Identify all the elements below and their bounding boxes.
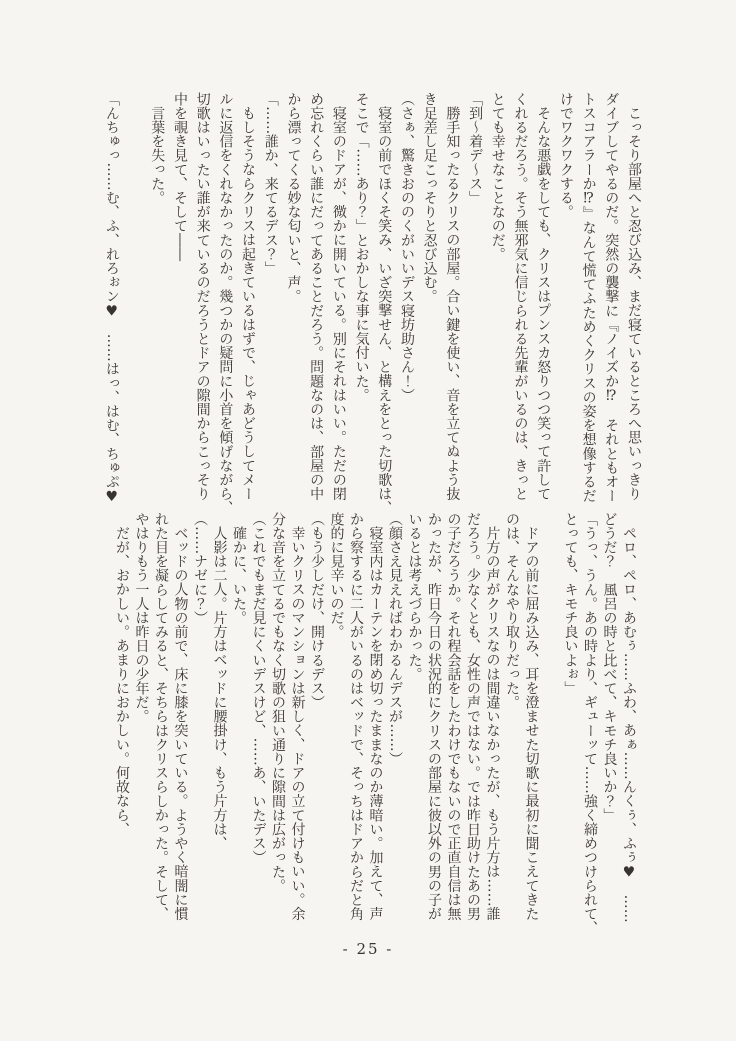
text-line: れた目を凝らしてみると、そちらはクリスらしかった。そして、 [153, 512, 169, 921]
text-line: 中を覗き見て、そして―― [171, 92, 188, 262]
text-line: だが、おかしい。あまりにおかしい。何故なら、 [114, 526, 130, 837]
text-line: ドアの前に屈み込み、耳を澄ませた切歌に最初に聞こえてきた [523, 526, 540, 921]
text-line: とっても、キモチ良いよぉ」 [562, 512, 579, 696]
text-line: き足差し足こっそりと忍び込む。 [421, 92, 438, 304]
text-line: 幸いクリスのマンションは新しく、ドアの立て付けもいい。余 [289, 526, 306, 921]
text-line: くれるだろう。そう無邪気に信じられる先輩がいるのは、きっと [512, 92, 529, 501]
text-line: 言葉を失った。 [149, 106, 166, 205]
text-line: 「……誰か、来てるデス？」 [262, 92, 279, 276]
text-line: 度的に見辛いのだ。 [328, 512, 345, 639]
text-line: こっそり部屋へと忍び込み、まだ寝ているところへ思いっきり [626, 106, 642, 501]
text-line: やはりもう一人は昨日の少年だ。 [133, 512, 150, 724]
text-line: （これでもまだ見にくいデスけど、……あ、いたデス） [250, 512, 267, 865]
text-line: ルに返信をくれなかったのか。幾つかの疑問に小首を傾げながら、 [217, 92, 234, 515]
text-line: から漂ってくる妙な匂いと、声。 [285, 92, 302, 304]
text-line: 「到〜着デ〜ス」 [467, 92, 484, 205]
text-line: トスコアラーか⁉』なんて慌てふためくクリスの姿を想像するだ [580, 92, 597, 503]
text-line: だろう。少なくとも、女性の声ではない。では昨日助けたあの男 [465, 512, 481, 921]
text-line: ベッドの人物の前で、床に膝を突いている。ようやく暗闇に慣 [172, 526, 189, 921]
text-line: そこで「……あり？」とおかしな事に気付いた。 [353, 92, 370, 403]
text-line: から察するに二人がいるのはベッドで、そっちはドアからだと角 [348, 512, 364, 921]
blank-line [541, 512, 561, 944]
text-line: め忘れくらい誰にだってあることだろう。問題なのは、部屋の中 [308, 92, 325, 501]
text-line: ダイブしてやるのだ。突然の襲撃に『ノイズか⁉ それともオー [603, 92, 620, 503]
text-line: 確かに、いた。 [231, 526, 247, 625]
text-line: （さぁ、驚きおののくがいいデス寝坊助さん！） [398, 92, 415, 403]
text-line: ペロ、ペロ、あむぅ……ふわ、あぁ……んくぅ、ふぅ♥ …… [621, 526, 637, 923]
text-line: とても幸せなことなのだ。 [489, 92, 506, 262]
text-line: 「うっ、うん。あの時より、ギューッて……強く締めつけられて、 [582, 512, 598, 935]
text-line: のは、そんなやり取りだった。 [504, 512, 520, 710]
text-line: 寝室の前でほくそ笑み、いざ突撃せん、と構えをとった切歌は、 [376, 106, 393, 515]
text-line: 寝室のドアが、微かに開いている。別にそれはいい。ただの閉 [330, 106, 347, 501]
text-line: 人影は二人。片方はベッドに腰掛け、もう片方は、 [211, 526, 228, 851]
blank-line [123, 92, 146, 524]
text-line: もしそうならクリスは起きているはずで、じゃあどうしてメー [240, 106, 257, 501]
text-line: 寝室内はカーテンを閉め切ったままなのか薄暗い。加えて、声 [367, 526, 384, 921]
text-line: かったが、昨日今日の状況的にクリスの部屋に彼以外の男の子が [426, 512, 442, 921]
text-line: 分な音を立てるでもなく切歌の狙い通りに隙間は広がった。 [270, 512, 286, 893]
text-line: いるとは考えづらかった。 [406, 512, 423, 682]
text-line: けでワクワクする。 [557, 92, 574, 219]
text-line: 片方の声がクリスなのは間違いなかったが、もう片方は……誰 [484, 526, 501, 921]
page-number: - 25 - [342, 940, 394, 958]
text-line: （顔さえ見えればわかるんデスが……） [387, 512, 403, 766]
text-line: 切歌はいったい誰が来ているのだろうとドアの隙間からこっそり [194, 92, 211, 501]
text-line: の子だろうか。それ程会話をしたわけでもないので正直自信は無 [445, 512, 462, 921]
text-line: そんな悪戯をしても、クリスはプンスカ怒りつつ笑って許して [535, 106, 552, 501]
text-line: 勝手知ったるクリスの部屋。合い鍵を使い、音を立てぬよう抜 [444, 106, 461, 501]
text-line: 「んちゅっ……む、ふ、れろぉン♥ ……はっ、はむ、ちゅぷ♥ [103, 92, 120, 505]
upper-text-block [100, 92, 645, 524]
text-line: どうだ？ 風呂の時と比べて、キモチ良いか？」 [601, 512, 618, 823]
lower-text-block [112, 512, 639, 944]
text-line: （もう少しだけ、開けるデス） [309, 512, 325, 710]
text-line: （……ナゼに？） [192, 512, 208, 625]
